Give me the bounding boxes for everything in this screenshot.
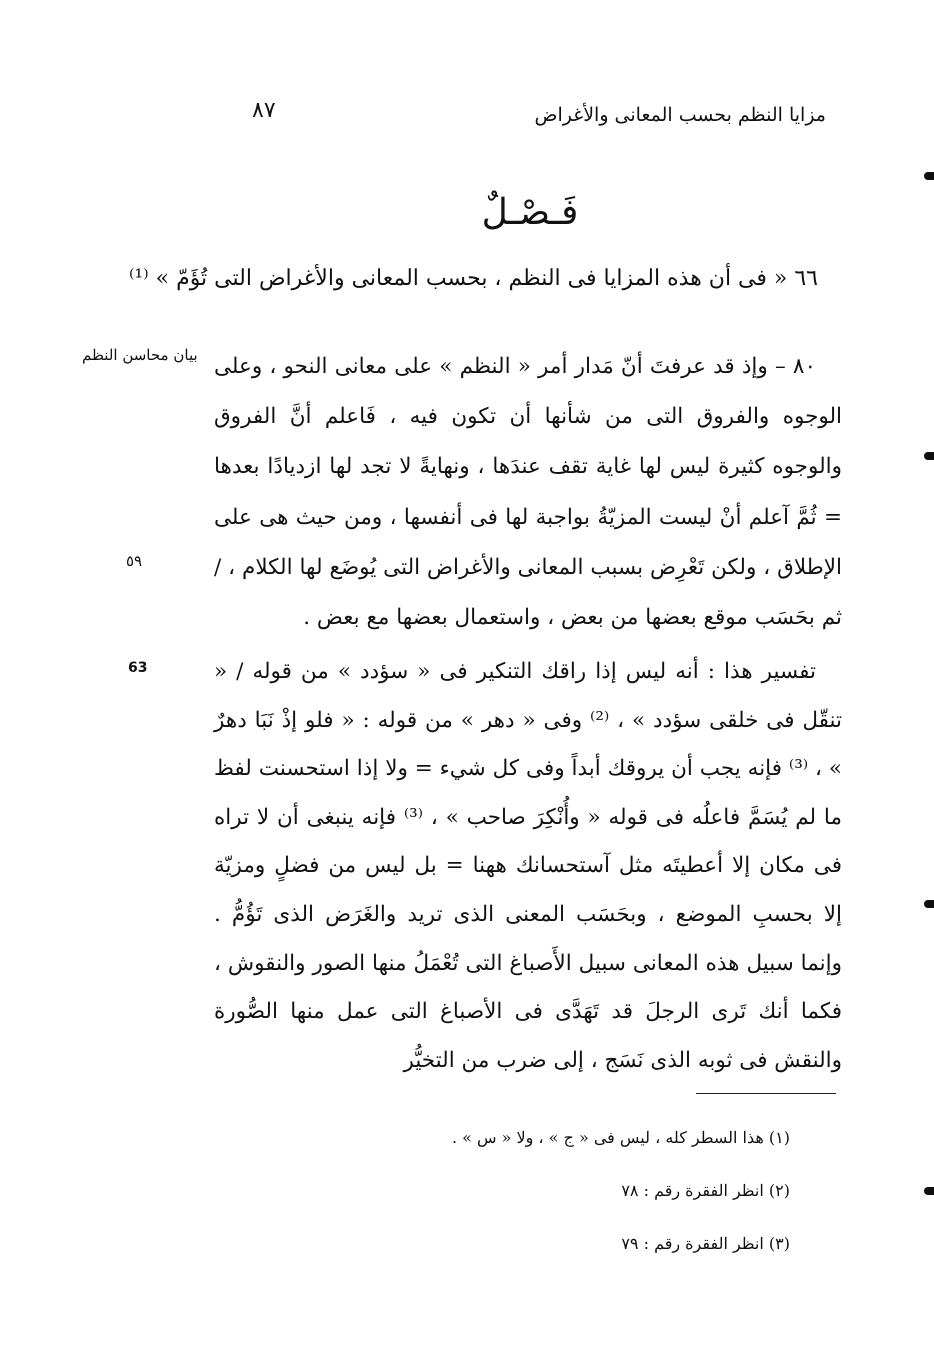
paragraph-explanation (214, 648, 842, 1085)
footnote: (٢) انظر الفقرة رقم : ٧٨ (621, 1181, 790, 1200)
scan-edge-mark (924, 172, 934, 180)
footnote: (١) هذا السطر كله ، ليس فى « ج » ، ولا « س » . (451, 1128, 790, 1147)
footnotes (452, 1128, 790, 1287)
margin-page-ref: ٥٩ (126, 552, 143, 570)
section-title: فَـصْـلٌ (481, 192, 579, 233)
page-number: ٨٧ (252, 98, 276, 123)
footnote-divider (696, 1093, 836, 1094)
body-text: تفسير هذا : أنه ليس إذا راقك التنكير فى « سؤدد » من قوله / « تنقّل فى خلقى سؤدد » ، ⁽²⁾ وفى « دهر » من قوله : « فلو إذْ نَبَا دهرٌ » ، ⁽³⁾ فإنه يجب أن يروقك أبداً وفى كل شيء = ولا إذا استحسنت لفظ ما لم يُسَمَّ فاعلُه فى قوله « وأُنْكِرَ صاحب » ، ⁽³⁾ فإنه ينبغى أن لا تراه فى مكان إلا أعطيتَه مثل آستحسانك ههنا = بل ليس من فضلٍ ومزيّة إلا بحسبِ الموضع ، وبحَسَب المعنى الذى تريد والغَرَض الذى تَؤُمُّ . وإنما سبيل هذه المعانى سبيل الأَصباغ التى تُعْمَلُ منها الصور والنقوش ، فكما أنك تَرى الرجلَ قد تَهَدَّى فى الأصباغ التى عمل منها الصُّورة والنقش فى ثوبه الذى نَسَج ، إلى ضرب من التخيُّر (214, 659, 843, 1073)
footnote: (٣) انظر الفقرة رقم : ٧٩ (621, 1234, 790, 1253)
section-subtitle: ٦٦ « فى أن هذه المزايا فى النظم ، بحسب المعانى والأغراض التى تُؤَمّ » ⁽¹⁾ (128, 266, 818, 291)
scan-edge-mark (924, 452, 934, 460)
scan-edge-mark (924, 900, 934, 908)
body-text: ٨٠ – وإذ قد عرفتَ أنّ مَدار أمر « النظم » على معانى النحو ، وعلى الوجوه والفروق التى من شأنها أن تكون فيه ، فَاعلم أنَّ الفروق والوجوه كثيرة ليس لها غاية تقف عندَها ، ونهايةً لا تجد لها ازديادًا بعدها = ثُمَّ آعلم أنْ ليست المزيّةُ بواجبة لها فى أنفسها ، ومن حيث هى على الإطلاق ، ولكن تَعْرِض بسبب المعانى والأغراض التى يُوضَع لها الكلام ، / ثم بحَسَب موقع بعضها من بعض ، واستعمال بعضها مع بعض . (214, 354, 842, 631)
running-title: مزايا النظم بحسب المعانى والأغراض (534, 104, 826, 126)
paragraph-80 (214, 342, 842, 643)
margin-page-ref: 63 (128, 660, 148, 676)
scan-edge-mark (924, 1187, 934, 1195)
margin-note: بيان محاسن النظم (82, 346, 198, 364)
